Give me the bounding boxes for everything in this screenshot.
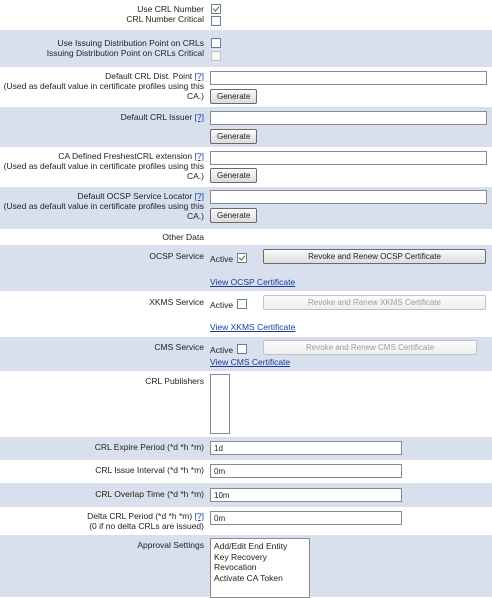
cms-active-checkbox[interactable] (237, 344, 247, 354)
crl-number-critical-checkbox[interactable] (211, 16, 221, 26)
approval-settings-listbox[interactable] (210, 538, 310, 598)
ocsp-locator-title: Default OCSP Service Locator (77, 191, 193, 201)
freshest-crl-title: CA Defined FreshestCRL extension (58, 151, 193, 161)
idp-critical-label: Issuing Distribution Point on CRLs Critical (46, 48, 204, 58)
use-idp-label: Use Issuing Distribution Point on CRLs (57, 38, 204, 48)
default-crl-dp-generate-button[interactable]: Generate (210, 89, 257, 104)
view-cms-certificate-link[interactable]: View CMS Certificate (210, 357, 291, 367)
default-crl-dp-label (0, 71, 204, 101)
default-crl-issuer-label (0, 112, 204, 122)
xkms-active-checkbox[interactable] (237, 299, 247, 309)
idp-critical-checkbox[interactable] (211, 51, 221, 61)
delta-crl-label (0, 511, 204, 531)
default-crl-dp-title: Default CRL Dist. Point (105, 71, 193, 81)
idp-row (0, 30, 492, 67)
freshest-crl-note: (Used as default value in certificate profiles using this CA.) (3, 161, 204, 181)
xkms-service-label: XKMS Service (149, 297, 204, 307)
crl-overlap-label: CRL Overlap Time (*d *h *m) (95, 489, 204, 499)
cms-service-row (0, 337, 492, 371)
freshest-crl-generate-button[interactable]: Generate (210, 168, 257, 183)
xkms-revoke-renew-button[interactable]: Revoke and Renew XKMS Certificate (263, 295, 486, 310)
delta-crl-row (0, 507, 492, 535)
approval-option[interactable]: Activate CA Token (214, 572, 283, 583)
approval-settings-row (0, 535, 492, 597)
crl-number-row (0, 0, 492, 30)
approval-option[interactable]: Key Recovery (214, 551, 267, 562)
crl-issue-row (0, 460, 492, 483)
use-crl-number-checkbox[interactable] (211, 4, 221, 14)
ocsp-locator-row (0, 187, 492, 229)
crl-expire-row (0, 437, 492, 460)
crl-overlap-input[interactable]: 10m (210, 488, 402, 502)
crl-number-critical-label: CRL Number Critical (126, 14, 204, 24)
crl-overlap-row (0, 483, 492, 507)
default-crl-dp-row (0, 67, 492, 107)
freshest-crl-label (0, 151, 204, 181)
default-crl-issuer-input[interactable] (210, 111, 487, 125)
ocsp-active-label: Active (210, 254, 234, 264)
ocsp-service-label: OCSP Service (149, 251, 204, 261)
crl-publishers-row (0, 371, 492, 437)
delta-crl-help-link[interactable]: [?] (194, 511, 204, 521)
approval-settings-label: Approval Settings (137, 540, 204, 550)
default-crl-dp-help-link[interactable]: [?] (194, 71, 204, 81)
ocsp-locator-note: (Used as default value in certificate profiles using this CA.) (3, 201, 204, 221)
use-idp-checkbox[interactable] (211, 38, 221, 48)
other-data-heading: Other Data (162, 232, 204, 242)
ocsp-locator-label (0, 191, 204, 221)
crl-publishers-listbox[interactable] (210, 374, 230, 434)
xkms-active-label: Active (210, 300, 234, 310)
cms-revoke-renew-button[interactable]: Revoke and Renew CMS Certificate (263, 340, 477, 355)
delta-crl-note: (0 if no delta CRLs are issued) (89, 521, 204, 531)
ocsp-locator-generate-button[interactable]: Generate (210, 208, 257, 223)
crl-expire-input[interactable]: 1d (210, 441, 402, 455)
default-crl-dp-note: (Used as default value in certificate profiles using this CA.) (3, 81, 204, 101)
freshest-crl-row (0, 147, 492, 187)
default-crl-issuer-row (0, 107, 492, 147)
view-xkms-certificate-link[interactable]: View XKMS Certificate (210, 322, 296, 332)
view-ocsp-certificate-link[interactable]: View OCSP Certificate (210, 277, 296, 287)
freshest-crl-input[interactable] (210, 151, 487, 165)
delta-crl-title: Delta CRL Period (*d *h *m) (87, 511, 193, 521)
default-crl-dp-input[interactable] (210, 71, 487, 85)
ocsp-locator-input[interactable] (210, 190, 487, 204)
crl-issue-input[interactable]: 0m (210, 464, 402, 478)
crl-expire-label: CRL Expire Period (*d *h *m) (94, 442, 204, 452)
default-crl-issuer-generate-button[interactable]: Generate (210, 129, 257, 144)
default-crl-issuer-title: Default CRL Issuer (120, 112, 193, 122)
default-crl-issuer-help-link[interactable]: [?] (194, 112, 204, 122)
xkms-service-row (0, 291, 492, 337)
approval-option[interactable]: Revocation (214, 562, 257, 572)
ocsp-service-row (0, 245, 492, 291)
cms-active-label: Active (210, 345, 234, 355)
ocsp-revoke-renew-button[interactable]: Revoke and Renew OCSP Certificate (263, 249, 486, 264)
cms-service-label: CMS Service (154, 342, 204, 352)
crl-publishers-label: CRL Publishers (145, 376, 204, 386)
freshest-crl-help-link[interactable]: [?] (194, 151, 204, 161)
crl-issue-label: CRL Issue Interval (*d *h *m) (95, 465, 204, 475)
use-crl-number-label: Use CRL Number (137, 4, 204, 14)
ocsp-locator-help-link[interactable]: [?] (194, 191, 204, 201)
approval-option[interactable]: Add/Edit End Entity (214, 541, 288, 551)
other-data-row (0, 229, 492, 245)
delta-crl-input[interactable]: 0m (210, 511, 402, 525)
ocsp-active-checkbox[interactable] (237, 253, 247, 263)
